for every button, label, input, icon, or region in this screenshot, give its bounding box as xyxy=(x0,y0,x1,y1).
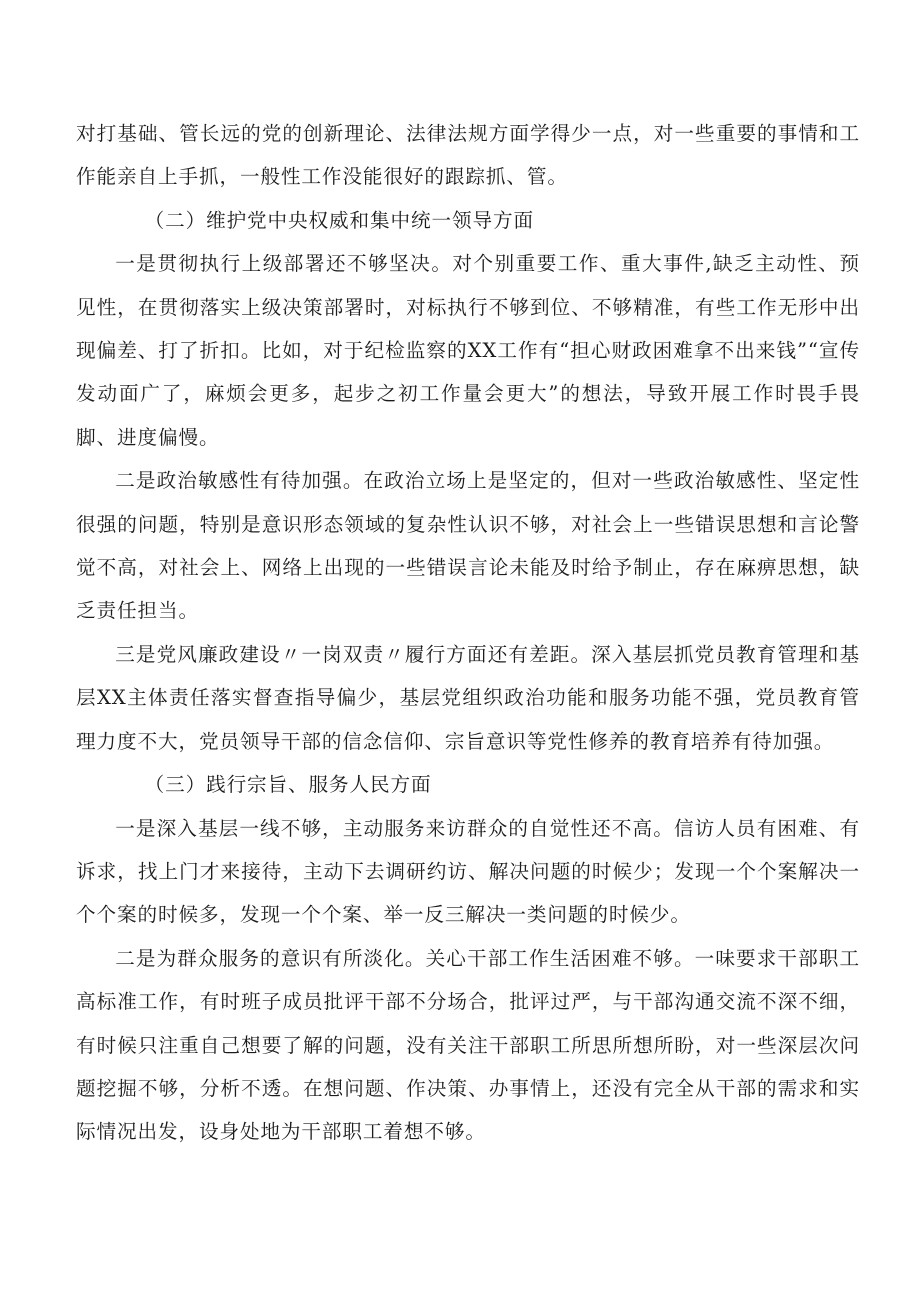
paragraph: 一是贯彻执行上级部署还不够坚决。对个别重要工作、重大事件,缺乏主动性、预见性，在贯彻落实上级决策部署时，对标执行不够到位、不够精准，有些工作无形中出现偏差、打了折扣。比如，对于纪检监察的XX工作有“担心财政困难拿不出来钱”“宣传发动面广了，麻烦会更多，起步之初工作量会更大”的想法，导致开展工作时畏手畏脚、进度偏慢。 xyxy=(76,252,860,449)
document-body xyxy=(76,112,860,1154)
paragraph: 二是政治敏感性有待加强。在政治立场上是坚定的，但对一些政治敏感性、坚定性很强的问题，特别是意识形态领域的复杂性认识不够，对社会上一些错误思想和言论警觉不高，对社会上、网络上出现的一些错误言论未能及时给予制止，存在麻痹思想，缺乏责任担当。 xyxy=(76,469,860,623)
paragraph-continued: 对打基础、管长远的党的创新理论、法律法规方面学得少一点，对一些重要的事情和工作能亲自上手抓，一般性工作没能很好的跟踪抓、管。 xyxy=(76,122,860,189)
section-heading-3: （三）践行宗旨、服务人民方面 xyxy=(144,773,432,797)
paragraph: 一是深入基层一线不够，主动服务来访群众的自觉性还不高。信访人员有困难、有诉求，找上门才来接待，主动下去调研约访、解决问题的时候少；发现一个个案解决一个个案的时候多，发现一个个案、举一反三解决一类问题的时候少。 xyxy=(76,816,860,927)
paragraph: 二是为群众服务的意识有所淡化。关心干部工作生活困难不够。一味要求干部职工高标准工作，有时班子成员批评干部不分场合，批评过严，与干部沟通交流不深不细，有时候只注重自己想要了解的问题，没有关注干部职工所思所想所盼，对一些深层次问题挖掘不够，分析不透。在想问题、作决策、办事情上，还没有完全从干部的需求和实际情况出发，设身处地为干部职工着想不够。 xyxy=(76,946,860,1144)
section-heading-2: （二）维护党中央权威和集中统一领导方面 xyxy=(144,208,534,232)
paragraph: 三是党风廉政建设〃一岗双责〃履行方面还有差距。深入基层抓党员教育管理和基层XX主体责任落实督查指导偏少，基层党组织政治功能和服务功能不强，党员教育管理力度不大，党员领导干部的信念信仰、宗旨意识等党性修养的教育培养有待加强。 xyxy=(76,642,860,753)
